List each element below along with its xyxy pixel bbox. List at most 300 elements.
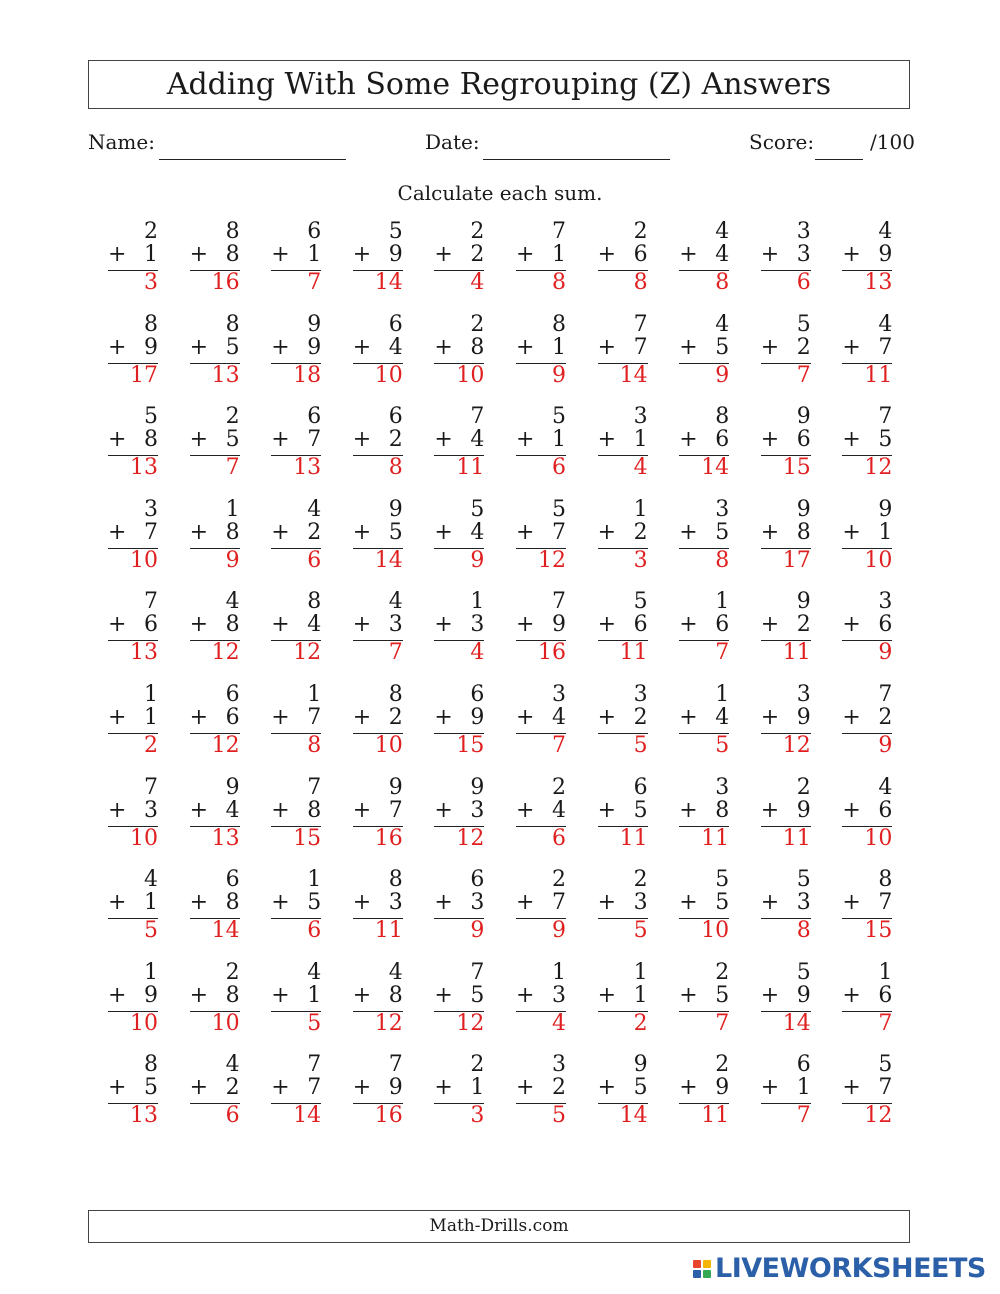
addend-top: 7	[470, 404, 485, 430]
answer: 7	[388, 640, 403, 666]
addend-top: 6	[470, 682, 485, 707]
problem-r8-c4	[353, 868, 403, 946]
plus-sign: +	[760, 1075, 780, 1101]
addend-bottom: 7	[878, 334, 893, 360]
plus-sign: +	[271, 705, 290, 730]
problem-r8-c10	[842, 868, 892, 946]
problem-r9-c6	[516, 961, 566, 1039]
addend-top: 7	[470, 959, 485, 985]
problem-r4-c1	[108, 498, 158, 576]
problem-r7-c5	[434, 776, 484, 854]
addend-top: 6	[633, 774, 648, 800]
addend-bottom: 4	[470, 427, 485, 453]
problem-r3-c4	[353, 405, 403, 483]
addend-top: 7	[144, 774, 158, 800]
answer: 10	[864, 547, 893, 573]
plus-sign: +	[516, 890, 535, 916]
answer: 8	[307, 733, 322, 758]
worksheet-title: Adding With Some Regrouping (Z) Answers	[88, 60, 910, 109]
addend-top: 2	[470, 1052, 485, 1078]
logo-square-3	[693, 1270, 701, 1278]
addend-bottom: 9	[796, 705, 811, 730]
addend-top: 4	[388, 959, 403, 985]
addend-top: 4	[307, 496, 322, 522]
plus-sign: +	[760, 334, 780, 360]
answer: 8	[633, 270, 648, 295]
problem-r9-c10	[842, 961, 892, 1039]
addend-top: 2	[225, 404, 240, 430]
plus-sign: +	[108, 612, 127, 638]
plus-sign: +	[434, 797, 453, 823]
addend-bottom: 2	[307, 519, 322, 545]
answer: 9	[225, 547, 240, 573]
addend-top: 4	[878, 219, 893, 244]
problem-r8-c5	[434, 868, 484, 946]
logo-square-2	[703, 1260, 711, 1268]
problem-r2-c6	[516, 313, 566, 391]
addend-bottom: 8	[715, 797, 730, 823]
answer: 6	[307, 918, 322, 944]
problem-r8-c9	[761, 868, 811, 946]
addend-top: 4	[715, 219, 730, 244]
liveworksheets-text: LIVEWORKSHEETS	[715, 1253, 986, 1284]
problem-r10-c6	[516, 1053, 566, 1131]
addend-bottom: 9	[144, 982, 158, 1008]
answer: 14	[211, 918, 240, 944]
answer: 9	[470, 918, 485, 944]
problem-r9-c1	[108, 961, 158, 1039]
problem-r5-c4	[353, 590, 403, 668]
addend-bottom: 2	[225, 1075, 240, 1101]
addend-bottom: 2	[796, 612, 811, 638]
plus-sign: +	[842, 242, 861, 267]
addend-top: 4	[878, 311, 893, 337]
plus-sign: +	[516, 334, 535, 360]
plus-sign: +	[271, 890, 290, 916]
addend-bottom: 9	[388, 1075, 403, 1101]
answer: 3	[633, 547, 648, 573]
addend-top: 5	[715, 867, 730, 893]
answer: 7	[796, 362, 811, 388]
problem-r1-c5	[434, 220, 484, 298]
addend-bottom: 2	[470, 242, 485, 267]
problem-r3-c2	[190, 405, 240, 483]
plus-sign: +	[271, 982, 290, 1008]
addend-bottom: 3	[633, 890, 648, 916]
answer: 11	[782, 640, 811, 666]
problem-r1-c3	[271, 220, 321, 298]
plus-sign: +	[842, 705, 861, 730]
answer: 16	[538, 640, 566, 666]
addend-top: 3	[715, 496, 730, 522]
addend-bottom: 6	[633, 242, 648, 267]
problem-r4-c10	[842, 498, 892, 576]
plus-sign: +	[516, 705, 535, 730]
addend-bottom: 9	[388, 242, 403, 267]
answer: 12	[782, 733, 811, 758]
addend-bottom: 7	[552, 890, 566, 916]
answer: 7	[715, 1010, 730, 1036]
problem-r2-c10	[842, 313, 892, 391]
problem-r7-c1	[108, 776, 158, 854]
answer: 7	[552, 733, 566, 758]
answer: 14	[701, 455, 730, 481]
answer: 15	[864, 918, 893, 944]
addend-top: 5	[144, 404, 158, 430]
problem-r7-c2	[190, 776, 240, 854]
addend-bottom: 1	[552, 427, 566, 453]
problem-r9-c8	[679, 961, 729, 1039]
problem-r4-c3	[271, 498, 321, 576]
addend-bottom: 1	[144, 242, 158, 267]
problem-r3-c3	[271, 405, 321, 483]
plus-sign: +	[679, 242, 698, 267]
addend-top: 1	[552, 959, 566, 985]
plus-sign: +	[597, 519, 617, 545]
answer: 7	[225, 455, 240, 481]
addend-bottom: 1	[552, 334, 566, 360]
addend-bottom: 7	[552, 519, 566, 545]
problem-r1-c9	[761, 220, 811, 298]
addend-top: 5	[633, 589, 648, 615]
plus-sign: +	[434, 242, 453, 267]
answer: 7	[796, 1103, 811, 1129]
answer: 13	[864, 270, 893, 295]
problem-r1-c6	[516, 220, 566, 298]
problem-r3-c8	[679, 405, 729, 483]
plus-sign: +	[760, 797, 780, 823]
plus-sign: +	[189, 427, 209, 453]
addend-top: 8	[388, 682, 403, 707]
addend-top: 7	[878, 682, 893, 707]
answer: 11	[456, 455, 485, 481]
plus-sign: +	[760, 427, 780, 453]
addend-bottom: 6	[878, 982, 893, 1008]
answer: 5	[307, 1010, 322, 1036]
addend-bottom: 3	[796, 242, 811, 267]
problem-r5-c5	[434, 590, 484, 668]
problem-r10-c2	[190, 1053, 240, 1131]
addend-top: 5	[796, 311, 811, 337]
plus-sign: +	[597, 982, 617, 1008]
addend-top: 2	[633, 219, 648, 244]
plus-sign: +	[189, 519, 209, 545]
liveworksheets-logo-icon	[693, 1260, 711, 1278]
problem-r6-c4	[353, 683, 403, 761]
plus-sign: +	[597, 427, 617, 453]
problem-r3-c9	[761, 405, 811, 483]
problem-r1-c7	[598, 220, 648, 298]
addend-top: 1	[307, 682, 322, 707]
answer: 5	[715, 733, 730, 758]
addend-top: 3	[878, 589, 893, 615]
plus-sign: +	[434, 705, 453, 730]
plus-sign: +	[516, 519, 535, 545]
plus-sign: +	[760, 612, 780, 638]
problem-r2-c4	[353, 313, 403, 391]
addend-top: 6	[796, 1052, 811, 1078]
problem-r4-c6	[516, 498, 566, 576]
addend-bottom: 1	[470, 1075, 485, 1101]
answer: 12	[864, 1103, 893, 1129]
answer: 15	[456, 733, 485, 758]
answer: 9	[552, 362, 566, 388]
addend-bottom: 5	[715, 334, 730, 360]
liveworksheets-watermark	[693, 1254, 986, 1284]
name-label: Name:	[88, 130, 155, 154]
date-label: Date:	[425, 130, 480, 154]
plus-sign: +	[434, 519, 453, 545]
plus-sign: +	[108, 427, 127, 453]
plus-sign: +	[271, 427, 290, 453]
addend-top: 7	[388, 1052, 403, 1078]
plus-sign: +	[108, 519, 127, 545]
problem-r6-c3	[271, 683, 321, 761]
plus-sign: +	[434, 1075, 453, 1101]
addend-top: 6	[388, 404, 403, 430]
problem-r2-c2	[190, 313, 240, 391]
plus-sign: +	[271, 612, 290, 638]
addend-bottom: 1	[144, 705, 158, 730]
plus-sign: +	[108, 797, 127, 823]
addend-bottom: 4	[552, 797, 566, 823]
answer: 5	[633, 733, 648, 758]
answer: 10	[130, 1010, 158, 1036]
problem-r9-c7	[598, 961, 648, 1039]
problem-r9-c2	[190, 961, 240, 1039]
addend-bottom: 9	[307, 334, 322, 360]
addend-bottom: 2	[633, 519, 648, 545]
addend-top: 9	[470, 774, 485, 800]
addend-bottom: 7	[307, 705, 322, 730]
problem-r9-c9	[761, 961, 811, 1039]
addend-top: 9	[388, 496, 403, 522]
addend-top: 9	[633, 1052, 648, 1078]
problem-r4-c7	[598, 498, 648, 576]
addend-top: 3	[633, 404, 648, 430]
problem-r10-c7	[598, 1053, 648, 1131]
plus-sign: +	[189, 612, 209, 638]
addend-bottom: 5	[225, 334, 240, 360]
plus-sign: +	[842, 427, 861, 453]
answer: 16	[211, 270, 240, 295]
addend-top: 5	[796, 867, 811, 893]
problem-r2-c8	[679, 313, 729, 391]
addend-bottom: 1	[633, 982, 648, 1008]
addend-bottom: 3	[796, 890, 811, 916]
problem-r6-c2	[190, 683, 240, 761]
addend-top: 8	[878, 867, 893, 893]
plus-sign: +	[189, 982, 209, 1008]
addend-bottom: 3	[470, 612, 485, 638]
addend-bottom: 8	[144, 427, 158, 453]
answer: 9	[878, 640, 893, 666]
answer: 12	[864, 455, 893, 481]
answer: 9	[552, 918, 566, 944]
addend-top: 2	[715, 1052, 730, 1078]
problem-r2-c3	[271, 313, 321, 391]
plus-sign: +	[434, 890, 453, 916]
plus-sign: +	[597, 797, 617, 823]
problem-r7-c7	[598, 776, 648, 854]
problem-r3-c5	[434, 405, 484, 483]
addend-top: 1	[144, 959, 158, 985]
addend-top: 3	[144, 496, 158, 522]
date-field-line	[483, 159, 670, 160]
addend-top: 3	[715, 774, 730, 800]
problem-r6-c7	[598, 683, 648, 761]
addend-top: 8	[144, 1052, 158, 1078]
answer: 12	[211, 733, 240, 758]
plus-sign: +	[434, 334, 453, 360]
answer: 7	[307, 270, 322, 295]
addend-bottom: 2	[878, 705, 893, 730]
addend-bottom: 1	[878, 519, 893, 545]
plus-sign: +	[108, 334, 127, 360]
plus-sign: +	[189, 890, 209, 916]
problem-r5-c7	[598, 590, 648, 668]
addend-top: 1	[144, 682, 158, 707]
problem-r10-c8	[679, 1053, 729, 1131]
answer: 14	[782, 1010, 811, 1036]
addend-top: 8	[225, 311, 240, 337]
problem-r9-c4	[353, 961, 403, 1039]
plus-sign: +	[434, 612, 453, 638]
answer: 7	[878, 1010, 893, 1036]
addend-top: 6	[470, 867, 485, 893]
addend-top: 5	[388, 219, 403, 244]
problem-r5-c10	[842, 590, 892, 668]
answer: 10	[374, 362, 403, 388]
plus-sign: +	[271, 334, 290, 360]
addend-top: 6	[225, 867, 240, 893]
answer: 11	[782, 825, 811, 851]
answer: 11	[619, 825, 648, 851]
answer: 14	[619, 362, 648, 388]
addend-bottom: 4	[470, 519, 485, 545]
addend-bottom: 6	[796, 427, 811, 453]
addend-bottom: 6	[144, 612, 158, 638]
addend-bottom: 1	[307, 242, 322, 267]
plus-sign: +	[597, 890, 617, 916]
answer: 11	[701, 1103, 730, 1129]
addend-bottom: 3	[552, 982, 566, 1008]
addend-bottom: 5	[715, 982, 730, 1008]
addend-top: 2	[225, 959, 240, 985]
addend-top: 2	[796, 774, 811, 800]
problem-r6-c1	[108, 683, 158, 761]
plus-sign: +	[516, 612, 535, 638]
answer: 10	[130, 825, 158, 851]
addend-top: 3	[796, 682, 811, 707]
addend-top: 1	[715, 589, 730, 615]
addend-bottom: 4	[307, 612, 322, 638]
plus-sign: +	[842, 519, 861, 545]
plus-sign: +	[679, 1075, 698, 1101]
addend-top: 3	[552, 682, 566, 707]
addend-top: 6	[307, 404, 322, 430]
answer: 12	[211, 640, 240, 666]
name-field-line	[159, 159, 346, 160]
problem-r4-c5	[434, 498, 484, 576]
problem-r4-c2	[190, 498, 240, 576]
addend-top: 4	[144, 867, 158, 893]
addend-bottom: 8	[388, 982, 403, 1008]
addend-top: 7	[307, 1052, 322, 1078]
addend-top: 1	[633, 496, 648, 522]
answer: 11	[374, 918, 403, 944]
plus-sign: +	[597, 612, 617, 638]
problem-r6-c9	[761, 683, 811, 761]
addend-bottom: 5	[715, 890, 730, 916]
problem-r5-c3	[271, 590, 321, 668]
plus-sign: +	[108, 705, 127, 730]
plus-sign: +	[352, 890, 372, 916]
addend-bottom: 6	[633, 612, 648, 638]
addend-top: 9	[796, 404, 811, 430]
plus-sign: +	[679, 705, 698, 730]
answer: 11	[701, 825, 730, 851]
logo-square-1	[693, 1260, 701, 1268]
addend-bottom: 5	[388, 519, 403, 545]
addend-bottom: 7	[633, 334, 648, 360]
answer: 11	[864, 362, 893, 388]
addend-bottom: 3	[470, 797, 485, 823]
answer: 15	[293, 825, 322, 851]
answer: 12	[538, 547, 566, 573]
problem-r5-c2	[190, 590, 240, 668]
problem-r7-c3	[271, 776, 321, 854]
problem-r7-c10	[842, 776, 892, 854]
addend-bottom: 4	[388, 334, 403, 360]
answer: 14	[619, 1103, 648, 1129]
problem-r10-c4	[353, 1053, 403, 1131]
answer: 12	[293, 640, 322, 666]
answer: 9	[470, 547, 485, 573]
plus-sign: +	[271, 242, 290, 267]
answer: 9	[715, 362, 730, 388]
problem-r1-c2	[190, 220, 240, 298]
plus-sign: +	[597, 334, 617, 360]
addend-bottom: 1	[796, 1075, 811, 1101]
problem-r2-c7	[598, 313, 648, 391]
addend-top: 9	[878, 496, 893, 522]
addend-top: 4	[388, 589, 403, 615]
plus-sign: +	[842, 890, 861, 916]
addend-top: 4	[225, 589, 240, 615]
addend-top: 9	[388, 774, 403, 800]
addend-top: 4	[715, 311, 730, 337]
answer: 13	[130, 640, 158, 666]
addend-bottom: 7	[307, 1075, 322, 1101]
addend-bottom: 5	[144, 1075, 158, 1101]
addend-top: 2	[552, 774, 566, 800]
addend-top: 3	[552, 1052, 566, 1078]
problem-r5-c6	[516, 590, 566, 668]
addend-bottom: 5	[715, 519, 730, 545]
plus-sign: +	[516, 1075, 535, 1101]
problem-r1-c10	[842, 220, 892, 298]
answer: 7	[715, 640, 730, 666]
answer: 6	[552, 825, 566, 851]
answer: 14	[374, 547, 403, 573]
answer: 16	[374, 825, 403, 851]
addend-bottom: 6	[715, 612, 730, 638]
answer: 14	[293, 1103, 322, 1129]
addend-bottom: 1	[307, 982, 322, 1008]
plus-sign: +	[271, 797, 290, 823]
plus-sign: +	[352, 427, 372, 453]
